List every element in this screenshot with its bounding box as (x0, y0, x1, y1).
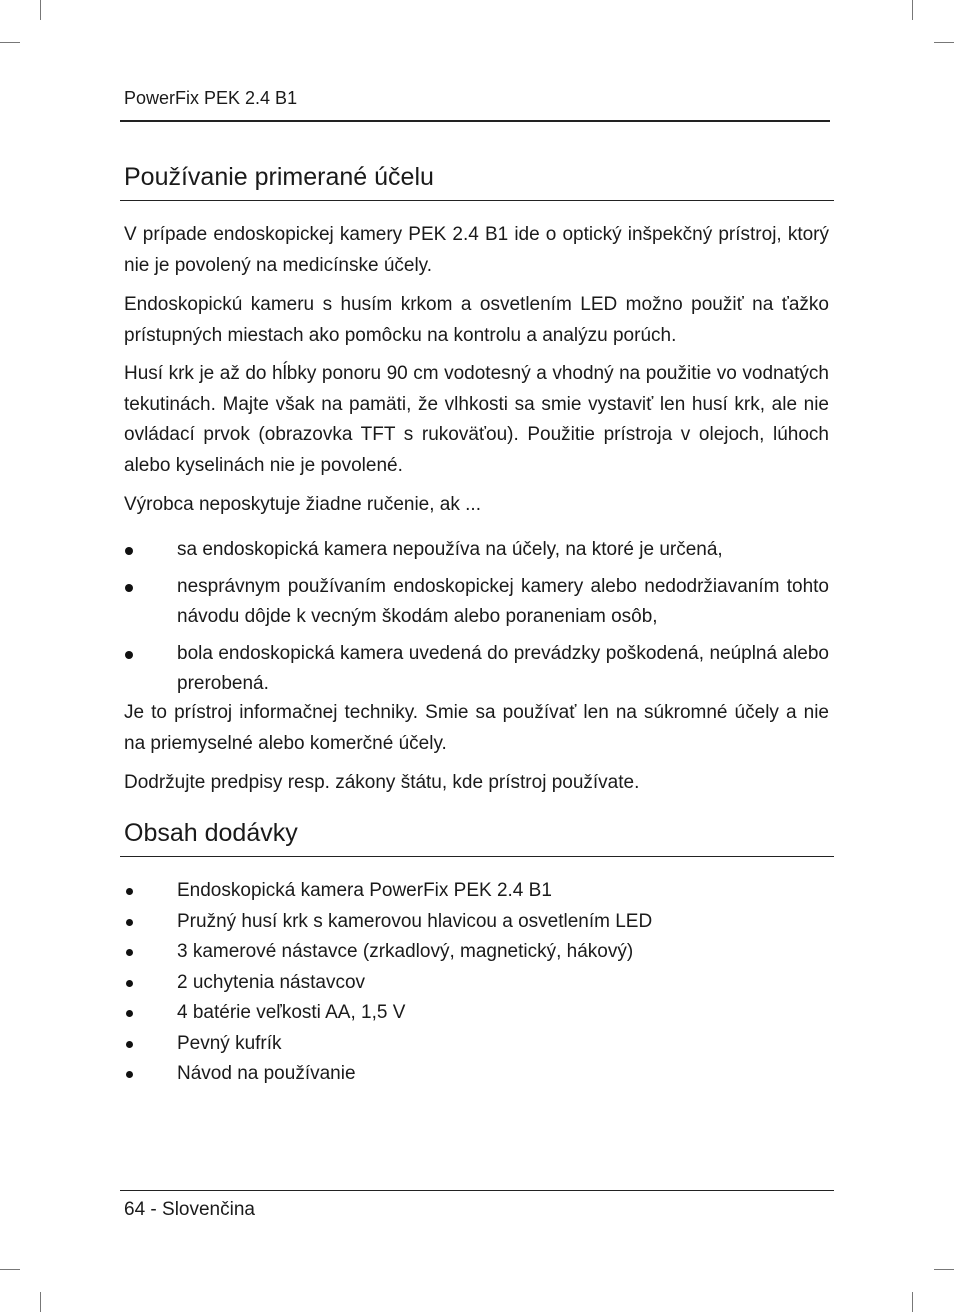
bullet-dot (125, 651, 133, 659)
crop-mark-top-right (912, 0, 913, 20)
crop-mark-bottom-right (912, 1292, 913, 1312)
package-contents-list (124, 876, 829, 1090)
bullet-dot (126, 888, 133, 895)
running-header: PowerFix PEK 2.4 B1 (124, 88, 298, 108)
crop-mark-top-left (40, 0, 41, 20)
list-item-text: 3 kamerové nástavce (zrkadlový, magnetický, hákový) (177, 941, 634, 962)
paragraph-liability: Výrobca neposkytuje žiadne ručenie, ak ... (124, 494, 481, 515)
crop-mark-left-top (0, 42, 20, 43)
section-title-package-contents: Obsah dodávky (124, 819, 298, 847)
bullet-dot (125, 547, 133, 555)
list-item-text: 2 uchytenia nástavcov (177, 971, 366, 993)
section-rule-package-contents (120, 856, 834, 857)
list-item (124, 535, 829, 565)
list-item (124, 572, 829, 632)
list-item (124, 968, 829, 999)
bullet-dot (126, 1010, 133, 1017)
liability-bullet-list (124, 535, 829, 699)
list-item (124, 876, 829, 907)
list-item-text: 4 batérie veľkosti AA, 1,5 V (177, 1002, 406, 1023)
paragraph-waterproof: Husí krk je až do hĺbky ponoru 90 cm vodotesný a vhodný na použitie vo vodnatých tekutinách. Majte však na pamäti, že vlhkosti sa smie vystaviť len husí krk, ale nie ovládací prvok (obrazovka TFT s rukoväťou). Použitie prístroja v olejoch, lúhoch alebo kyselinách nie je povolené. (124, 363, 829, 476)
list-item-text: Endoskopická kamera PowerFix PEK 2.4 B1 (177, 880, 552, 901)
list-item (124, 937, 829, 968)
crop-mark-right-top (934, 42, 954, 43)
section-rule-intended-use (120, 200, 834, 201)
list-item (124, 998, 829, 1029)
list-item-text: bola endoskopická kamera uvedená do prevádzky poškodená, neúplná alebo prerobená. (177, 643, 829, 694)
list-item (124, 1029, 829, 1060)
section-title-intended-use: Používanie primerané účelu (124, 163, 434, 191)
crop-mark-bottom-left (40, 1292, 41, 1312)
header-rule (120, 120, 830, 122)
bullet-dot (125, 584, 133, 592)
crop-mark-left-bottom (0, 1269, 20, 1270)
list-item-text: Pružný husí krk s kamerovou hlavicou a osvetlením LED (177, 910, 653, 932)
bullet-dot (126, 1071, 133, 1078)
bullet-dot (126, 919, 133, 926)
bullet-dot (126, 1041, 133, 1048)
list-item-text: nesprávnym používaním endoskopickej kamery alebo nedodržiavaním tohto návodu dôjde k vecným škodám alebo poraneniam osôb, (177, 576, 829, 627)
bullet-dot (126, 949, 133, 956)
list-item (124, 907, 829, 938)
page-number: 64 - Slovenčina (124, 1199, 255, 1220)
paragraph-purpose: V prípade endoskopickej kamery PEK 2.4 B1 ide o optický inšpekčný prístroj, ktorý nie je povolený na medicínske účely. (124, 224, 829, 276)
list-item (124, 639, 829, 699)
paragraph-regulations: Dodržujte predpisy resp. zákony štátu, kde prístroj používate. (124, 772, 640, 793)
list-item-text: sa endoskopická kamera nepoužíva na účely, na ktoré je určená, (177, 539, 723, 560)
list-item (124, 1059, 829, 1090)
paragraph-private-use: Je to prístroj informačnej techniky. Smie sa používať len na súkromné účely a nie na priemyselné alebo komerčné účely. (124, 702, 829, 754)
paragraph-application: Endoskopickú kameru s husím krkom a osvetlením LED možno použiť na ťažko prístupných miestach ako pomôcku na kontrolu a analýzu porúch. (124, 294, 829, 346)
bullet-dot (126, 980, 133, 987)
list-item-text: Pevný kufrík (177, 1032, 282, 1054)
footer-rule (120, 1190, 834, 1191)
list-item-text: Návod na používanie (177, 1063, 356, 1084)
crop-mark-right-bottom (934, 1269, 954, 1270)
